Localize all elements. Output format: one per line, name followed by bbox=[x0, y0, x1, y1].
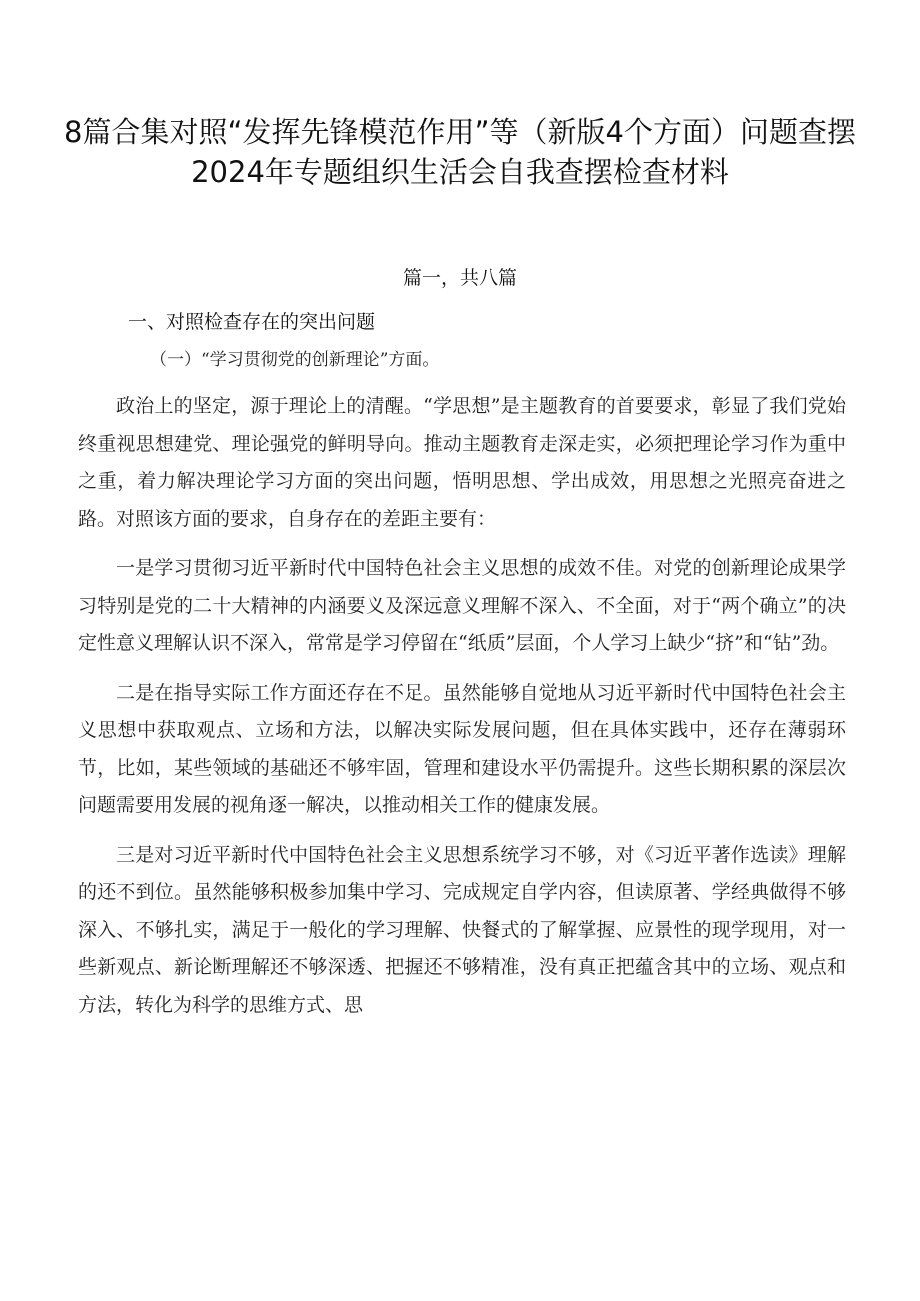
paragraph-point-two: 二是在指导实际工作方面还存在不足。虽然能够自觉地从习近平新时代中国特色社会主义思想中获取观点、立场和方法，以解决实际发展问题，但在具体实践中，还存在薄弱环节，比如，某些领域的基础还不够牢固，管理和建设水平仍需提升。这些长期积累的深层次问题需要用发展的视角逐一解决，以推动相关工作的健康发展。 bbox=[78, 681, 846, 816]
subsection-heading: （一）“学习贯彻党的创新理论”方面。 bbox=[150, 350, 440, 370]
section-heading: 一、对照检查存在的突出问题 bbox=[128, 311, 376, 333]
paragraph-point-one: 一是学习贯彻习近平新时代中国特色社会主义思想的成效不佳。对党的创新理论成果学习特别是党的二十大精神的内涵要义及深远意义理解不深入、不全面，对于“两个确立”的决定性意义理解认识不深入，常常是学习停留在“纸质”层面，个人学习上缺少“挤”和“钻”劲。 bbox=[78, 557, 846, 654]
body-text bbox=[78, 388, 846, 1036]
document-title: 8篇合集对照“发挥先锋模范作用”等（新版4个方面）问题查摆2024年专题组织生活会自我查摆检查材料 bbox=[64, 115, 856, 189]
paragraph-point-three: 三是对习近平新时代中国特色社会主义思想系统学习不够，对《习近平著作选读》理解的还不到位。虽然能够积极参加集中学习、完成规定自学内容，但读原著、学经典做得不够深入、不够扎实，满足于一般化的学习理解、快餐式的了解掌握、应景性的现学现用，对一些新观点、新论断理解还不够深透、把握还不够精准，没有真正把蕴含其中的立场、观点和方法，转化为科学的思维方式、思 bbox=[78, 843, 846, 1016]
document-subtitle: 篇一，共八篇 bbox=[402, 267, 517, 289]
paragraph-intro: 政治上的坚定，源于理论上的清醒。“学思想”是主题教育的首要要求，彰显了我们党始终重视思想建党、理论强党的鲜明导向。推动主题教育走深走实，必须把理论学习作为重中之重，着力解决理论学习方面的突出问题，悟明思想、学出成效，用思想之光照亮奋进之路。对照该方面的要求，自身存在的差距主要有： bbox=[78, 395, 846, 530]
